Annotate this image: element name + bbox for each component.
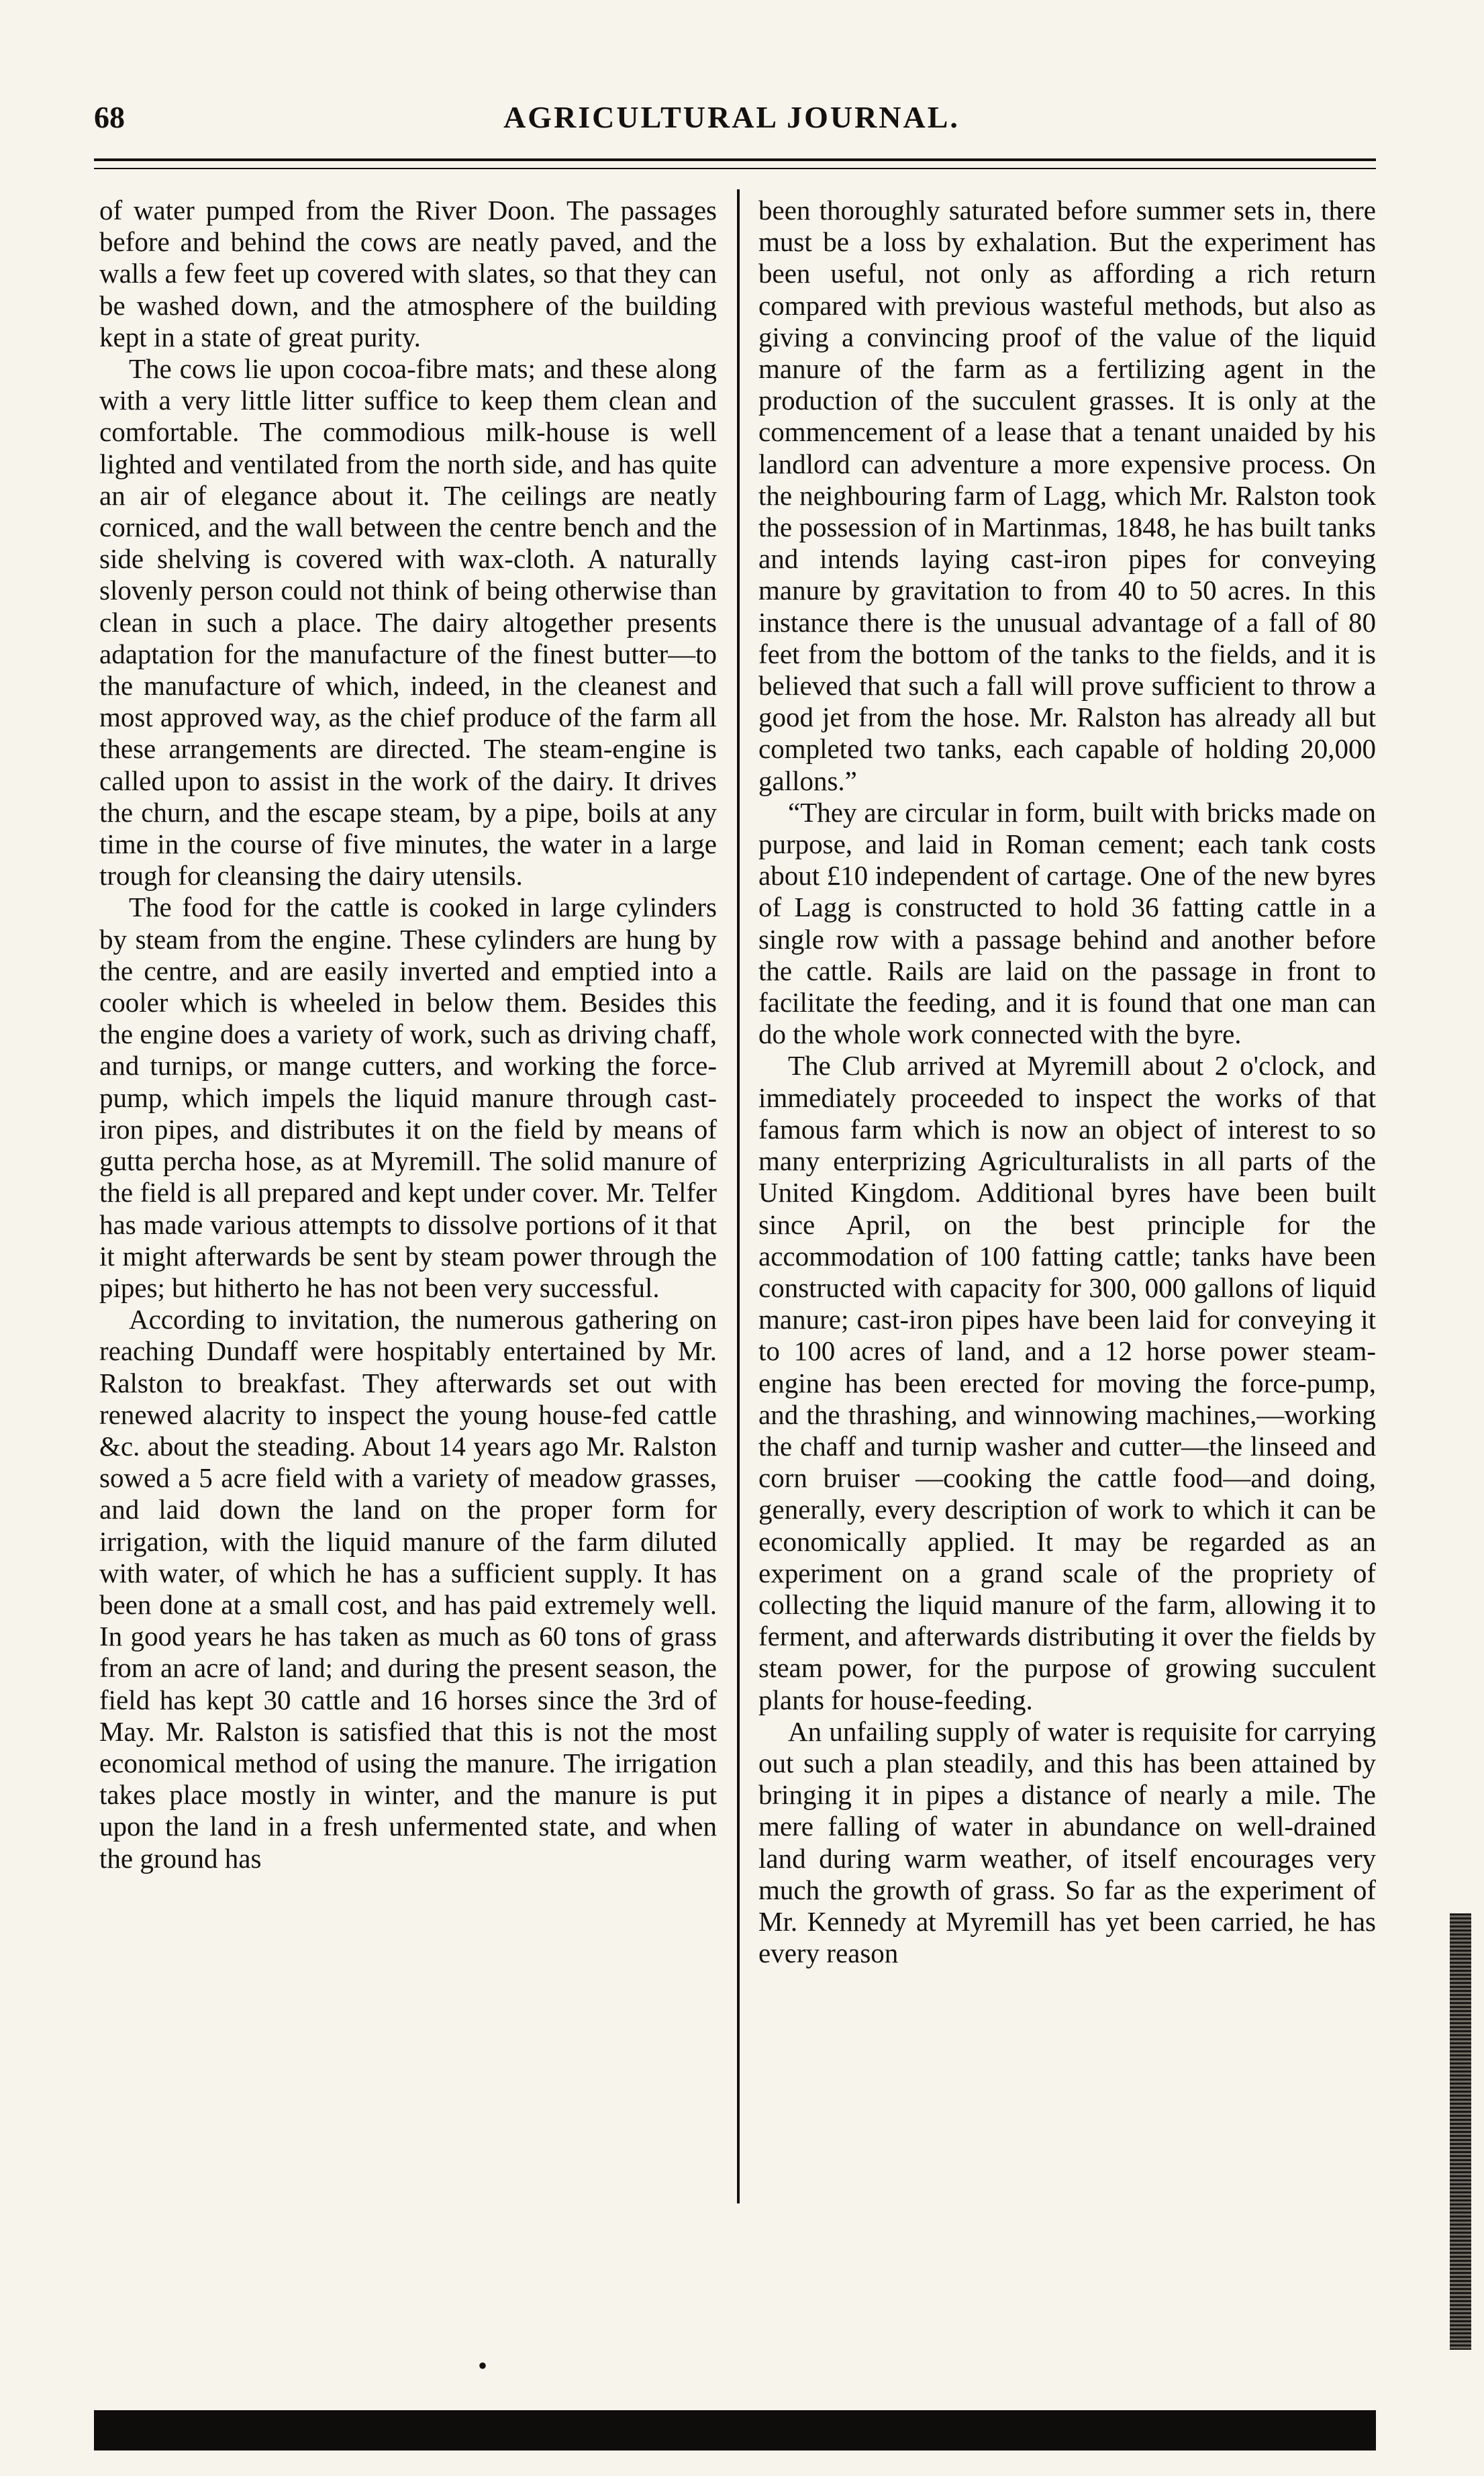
paragraph: been thoroughly saturated before summer sets in, there must be a loss by exhalation. But the experiment has been useful, not only as affording a rich return compared with previous wasteful methods, but also as giving a convincing proof of the value of the liquid manure of the farm as a fertilizing agent in the production of the succulent grasses. It is only at the commencement of a lease that a tenant unaided by his landlord can adventure a more expensive process. On the neighbouring farm of Lagg, which Mr. Ralston took the possession of in Martinmas, 1848, he has built tanks and intends laying cast-iron pipes for conveying manure by gravitation to from 40 to 50 acres. In this instance there is the unusual advantage of a fall of 80 feet from the bottom of the tanks to the fields, and it is believed that such a fall will prove sufficient to throw a good jet from the hose. Mr. Ralston has already all but completed two tanks, each capable of holding 20,000 gallons.” (758, 195, 1376, 796)
footer-mark: • (478, 2350, 488, 2381)
page-number: 68 (94, 100, 125, 134)
paragraph: The Club arrived at Myremill about 2 o'clock, and immediately proceeded to inspect the works of that famous farm which is now an object of interest to so many enterprizing Agriculturalists in all parts of the United Kingdom. Additional byres have been built since April, on the best principle for the accommodation of 100 fatting cattle; tanks have been constructed with capacity for 300, 000 gallons of liquid manure; cast-iron pipes have been laid for conveying it to 100 acres of land, and a 12 horse power steam-engine has been erected for moving the force-pump, and the thrashing, and winnowing machines,—working the chaff and turnip washer and cutter—the linseed and corn bruiser —cooking the cattle food—and doing, generally, every description of work to which it can be economically applied. It may be regarded as an experiment on a grand scale of the propriety of collecting the liquid manure of the farm, allowing it to ferment, and afterwards distributing it over the fields by steam power, for the purpose of growing succulent plants for house-feeding. (758, 1050, 1376, 1715)
paragraph: “They are circular in form, built with bricks made on purpose, and laid in Roman cement; each tank costs about £10 independent of cartage. One of the new byres of Lagg is constructed to hold 36 fatting cattle in a single row with a passage behind and another before the cattle. Rails are laid on the passage in front to facilitate the feeding, and it is found that one man can do the whole work connected with the byre. (758, 796, 1376, 1050)
left-column (99, 195, 717, 2195)
paragraph: According to invitation, the numerous gathering on reaching Dundaff were hospitably entertained by Mr. Ralston to breakfast. They afterwards set out with renewed alacrity to inspect the young house-fed cattle &c. about the steading. About 14 years ago Mr. Ralston sowed a 5 acre field with a variety of meadow grasses, and laid down the land on the proper form for irrigation, with the liquid manure of the farm diluted with water, of which he has a sufficient supply. It has been done at a small cost, and has paid extremely well. In good years he has taken as much as 60 tons of grass from an acre of land; and during the present season, the field has kept 30 cattle and 16 horses since the 3rd of May. Mr. Ralston is satisfied that this is not the most economical method of using the manure. The irrigation takes place mostly in winter, and the manure is put upon the land in a fresh unfermented state, and when the ground has (99, 1304, 717, 1874)
column-divider (737, 189, 740, 2203)
paragraph: The food for the cattle is cooked in large cylinders by steam from the engine. These cylinders are hung by the centre, and are easily inverted and emptied into a cooler which is wheeled in below them. Besides this the engine does a variety of work, such as driving chaff, and turnips, or mange cutters, and working the force-pump, which impels the liquid manure through cast-iron pipes, and distributes it on the field by means of gutta percha hose, as at Myremill. The solid manure of the field is all prepared and kept under cover. Mr. Telfer has made various attempts to dissolve portions of it that it might afterwards be sent by steam power through the pipes; but hitherto he has not been very successful. (99, 892, 717, 1303)
header-rule (94, 158, 1376, 169)
paragraph: of water pumped from the River Doon. The passages before and behind the cows are neatly paved, and the walls a few feet up covered with slates, so that they can be washed down, and the atmosphere of the building kept in a state of great purity. (99, 195, 717, 352)
paragraph: The cows lie upon cocoa-fibre mats; and these along with a very little litter suffice to keep them clean and comfortable. The commodious milk-house is well lighted and ventilated from the north side, and has quite an air of elegance about it. The ceilings are neatly corniced, and the wall between the centre bench and the side shelving is covered with wax-cloth. A naturally slovenly person could not think of being otherwise than clean in such a place. The dairy altogether presents adaptation for the manufacture of the finest butter—to the manufacture of which, indeed, in the cleanest and most approved way, as the chief produce of the farm all these arrangements are directed. The steam-engine is called upon to assist in the work of the dairy. It drives the churn, and the escape steam, by a pipe, boils at any time in the course of five minutes, the water in a large trough for cleansing the dairy utensils. (99, 353, 717, 892)
scan-edge-strip (1450, 1913, 1471, 2350)
paragraph: An unfailing supply of water is requisite for carrying out such a plan steadily, and this has been attained by bringing it in pipes a distance of nearly a mile. The mere falling of water in abundance on well-drained land during warm weather, of itself encourages very much the growth of grass. So far as the experiment of Mr. Kennedy at Myremill has yet been carried, he has every reason (758, 1715, 1376, 1969)
journal-title: AGRICULTURAL JOURNAL. (503, 100, 960, 134)
scan-edge-bar (94, 2410, 1376, 2450)
page-header (94, 99, 1369, 146)
right-column (758, 195, 1376, 2195)
